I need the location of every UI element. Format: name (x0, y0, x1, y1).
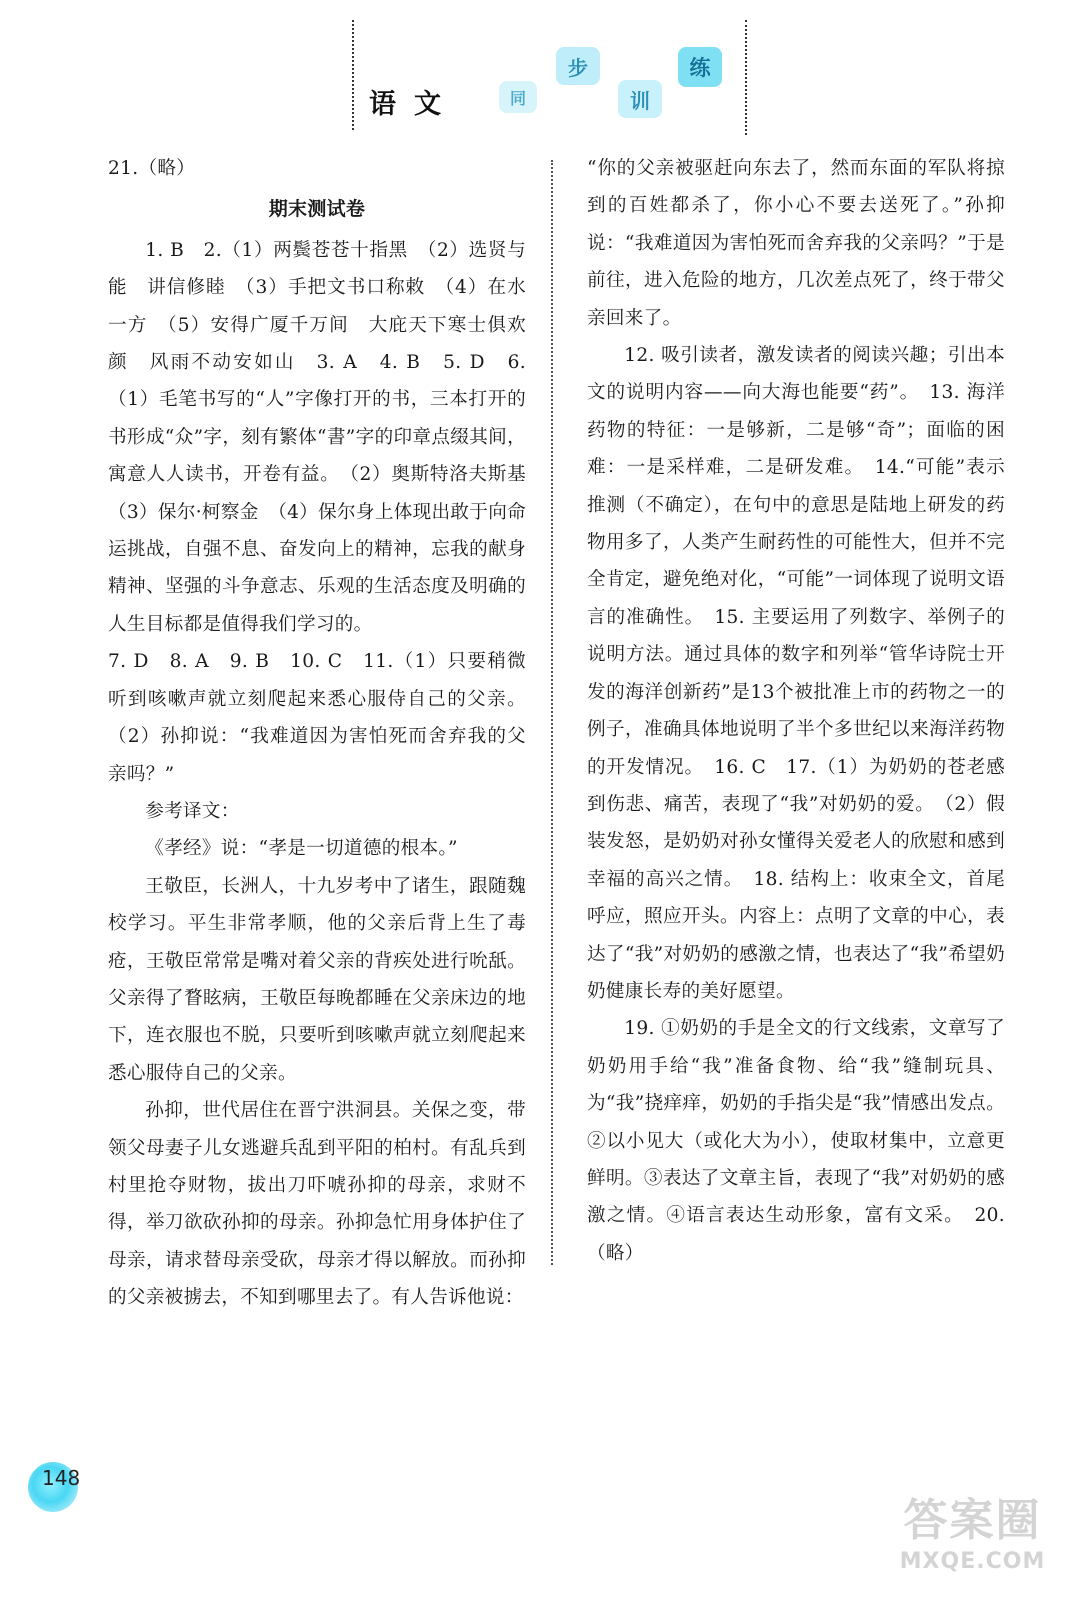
answer-paragraph: 1. B 2.（1）两鬓苍苍十指黑 （2）选贤与能 讲信修睦 （3）手把文书口称敕 （4）在水一方 （5）安得广厦千万间 大庇天下寒士俱欢颜 风雨不动安如山 3. A 4. B 5. D 6.（1）毛笔书写的“人”字像打开的书，三本打开的书形成“众”字，刻有繁体“書”字的印章点缀其间，寓意人人读书，开卷有益。 （2）奥斯特洛夫斯基 （3）保尔·柯察金 （4）保尔身上体现出敢于向命运挑战，自强不息、奋发向上的精神，忘我的献身精神、坚强的斗争意志、乐观的生活态度及明确的人生目标都是值得我们学习的。 (108, 239, 545, 635)
translation-paragraph: “你的父亲被驱赶向东去了，然而东面的军队将掠到的百姓都杀了，你小心不要去送死了。”孙抑说：“我难道因为害怕死而舍弃我的父亲吗？”于是前往，进入危险的地方，几次差点死了，终于带父亲回来了。 (587, 158, 1005, 329)
series-badge: 同 (499, 81, 537, 113)
translation-paragraph: 孙抑，世代居住在晋宁洪洞县。关保之变，带领父母妻子儿女逃避兵乱到平阳的柏村。有乱兵到村里抢夺财物，拔出刀吓唬孙抑的母亲，求财不得，举刀欲砍孙抑的母亲。孙抑急忙用身体护住了母亲，请求替母亲受砍，母亲才得以解放。而孙抑的父亲被掳去，不知到哪里去了。有人告诉他说： (108, 1100, 526, 1309)
subject-char: 语 (369, 89, 414, 120)
translation-paragraph: 王敬臣，长洲人，十九岁考中了诸生，跟随魏校学习。平生非常孝顺，他的父亲后背上生了毒疮，王敬臣常常是嘴对着父亲的背疾处进行吮舐。父亲得了瞀眩病，王敬臣每晚都睡在父亲床边的地下，连衣服也不脱，只要听到咳嗽声就立刻爬起来悉心服侍自己的父亲。 (108, 875, 526, 1084)
series-badge: 训 (618, 80, 662, 118)
column-divider (551, 160, 553, 1265)
subject-char: 文 (414, 89, 459, 120)
answer-paragraph: 19. ①奶奶的手是全文的行文线索，文章写了奶奶用手给“我”准备食物、给“我”缝制玩具、为“我”挠痒痒，奶奶的手指尖是“我”情感出发点。②以小见大（或化大为小），使取材集中，立意更鲜明。③表达了文章主旨，表现了“我”对奶奶的感激之情。④语言表达生动形象，富有文采。 20.（略） (587, 1018, 1005, 1264)
series-badge: 练 (678, 47, 722, 87)
watermark-url: MXQE.COM (899, 1549, 1046, 1574)
section-title: 期末测试卷 (268, 198, 366, 221)
translation-heading: 参考译文： (145, 800, 240, 822)
page-number: 148 (42, 1466, 81, 1490)
answer-paragraph: 7. D 8. A 9. B 10. C 11.（1）只要稍微听到咳嗽声就立刻爬起来悉心服侍自己的父亲。（2）孙抑说：“我难道因为害怕死而舍弃我的父亲吗？” (108, 651, 526, 785)
subject-title (369, 82, 489, 121)
watermark-logo (870, 1495, 1075, 1595)
answer-paragraph: 21.（略） (108, 158, 196, 179)
translation-paragraph: 《孝经》说：“孝是一切道德的根本。” (145, 838, 458, 860)
series-badge: 步 (556, 47, 600, 85)
right-column (587, 150, 1005, 1272)
header-divider-right (745, 20, 747, 135)
answer-paragraph: 12. 吸引读者，激发读者的阅读兴趣；引出本文的说明内容——向大海也能要“药”。 13. 海洋药物的特征：一是够新，二是够“奇”；面临的困难：一是采样难，二是研发难。 14.“可能”表示推测（不确定），在句中的意思是陆地上研发的药物用多了，人类产生耐药性的可能性大，但并不完全肯定，避免绝对化，“可能”一词体现了说明文语言的准确性。 15. 主要运用了列数字、举例子的说明方法。通过具体的数字和列举“管华诗院士开发的海洋创新药”是13个被批准上市的药物之一的例子，准确具体地说明了半个多世纪以来海洋药物的开发情况。 16. C 17.（1）为奶奶的苍老感到伤悲、痛苦，表现了“我”对奶奶的爱。 （2）假装发怒，是奶奶对孙女懂得关爱老人的欣慰和感到幸福的高兴之情。 18. 结构上：收束全文，首尾呼应，照应开头。内容上：点明了文章的中心，表达了“我”对奶奶的感激之情，也表达了“我”希望奶奶健康长寿的美好愿望。 (587, 345, 1005, 1002)
left-column (108, 150, 545, 1317)
header-divider-left (352, 20, 354, 130)
watermark-text: 答案圈 (903, 1495, 1042, 1546)
